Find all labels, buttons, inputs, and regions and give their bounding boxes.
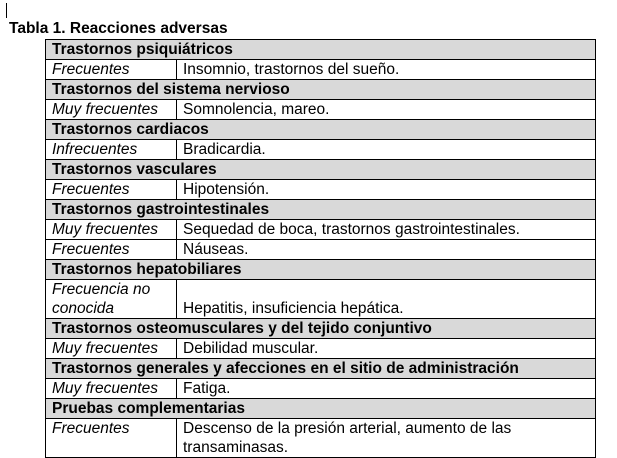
section-title: Trastornos del sistema nervioso [46, 80, 596, 100]
table-row [46, 140, 596, 160]
frequency-cell: Muy frecuentes [46, 220, 177, 240]
effect-cell: Hipotensión. [177, 180, 596, 200]
table-row [46, 419, 596, 458]
section-header-row [46, 200, 596, 220]
section-header-row [46, 40, 596, 60]
table-row [46, 280, 596, 319]
frequency-cell: Frecuentes [46, 240, 177, 260]
frequency-cell: Frecuentes [46, 180, 177, 200]
section-header-row [46, 399, 596, 419]
table-row [46, 339, 596, 359]
section-header-row [46, 80, 596, 100]
effect-cell: Hepatitis, insuficiencia hepática. [177, 280, 596, 319]
section-title: Trastornos osteomusculares y del tejido conjuntivo [46, 319, 596, 339]
section-title: Trastornos hepatobiliares [46, 260, 596, 280]
section-header-row [46, 120, 596, 140]
section-title: Trastornos generales y afecciones en el sitio de administración [46, 359, 596, 379]
section-title: Trastornos vasculares [46, 160, 596, 180]
effect-cell: Descenso de la presión arterial, aumento de las transaminasas. [177, 419, 596, 458]
section-title: Trastornos cardiacos [46, 120, 596, 140]
frequency-cell: Frecuencia no conocida [46, 280, 177, 319]
effect-cell: Insomnio, trastornos del sueño. [177, 60, 596, 80]
effect-cell: Bradicardia. [177, 140, 596, 160]
frequency-cell: Muy frecuentes [46, 339, 177, 359]
table-row [46, 60, 596, 80]
section-header-row [46, 359, 596, 379]
table-row [46, 100, 596, 120]
frequency-cell: Muy frecuentes [46, 100, 177, 120]
adverse-reactions-table [45, 39, 596, 458]
table-row [46, 180, 596, 200]
table-row [46, 240, 596, 260]
frequency-cell: Frecuentes [46, 60, 177, 80]
section-title: Trastornos psiquiátricos [46, 40, 596, 60]
frequency-cell: Muy frecuentes [46, 379, 177, 399]
table-row [46, 220, 596, 240]
effect-cell: Náuseas. [177, 240, 596, 260]
effect-cell: Fatiga. [177, 379, 596, 399]
effect-cell: Sequedad de boca, trastornos gastrointestinales. [177, 220, 596, 240]
section-title: Pruebas complementarias [46, 399, 596, 419]
effect-cell: Debilidad muscular. [177, 339, 596, 359]
text-cursor [6, 3, 7, 18]
section-header-row [46, 319, 596, 339]
table-row [46, 379, 596, 399]
frequency-cell: Infrecuentes [46, 140, 177, 160]
section-header-row [46, 260, 596, 280]
effect-cell: Somnolencia, mareo. [177, 100, 596, 120]
frequency-cell: Frecuentes [46, 419, 177, 458]
table-caption: Tabla 1. Reacciones adversas [9, 20, 228, 37]
section-header-row [46, 160, 596, 180]
section-title: Trastornos gastrointestinales [46, 200, 596, 220]
